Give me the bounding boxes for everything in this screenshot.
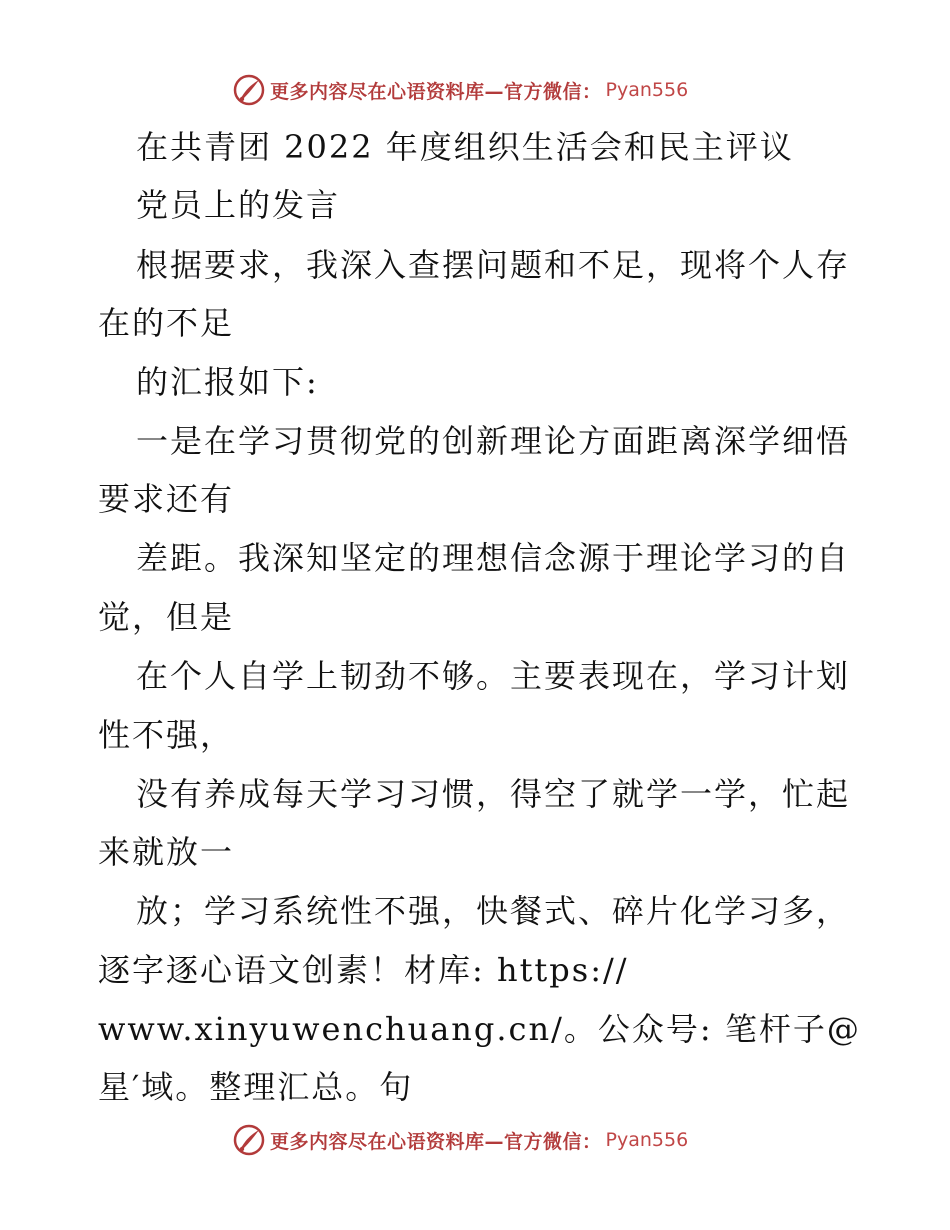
paragraph-line: www.xinyuwenchuang.cn/。公众号: 笔杆子@ [98, 1010, 861, 1048]
paragraph-line: 放；学习系统性不强，快餐式、碎片化学习多， [136, 892, 851, 930]
watermark-wechat-id: Pyan556 [605, 79, 689, 101]
title-line: 党员上的发言 [136, 186, 341, 224]
paragraph-line: 根据要求，我深入查摆问题和不足，现将个人存 [136, 246, 851, 284]
header-watermark [232, 72, 688, 108]
paragraph-line: 在的不足 [98, 304, 235, 342]
paragraph-line: 逐字逐心语文创素！材库: https:// [98, 951, 629, 989]
paragraph-line: 觉，但是 [98, 598, 235, 636]
footer-watermark [232, 1122, 688, 1158]
paragraph-line: 性不强， [98, 716, 235, 754]
brush-logo-icon [232, 73, 266, 107]
paragraph-line: 星′域。整理汇总。句 [98, 1068, 414, 1106]
watermark-text: 更多内容尽在心语资料库—官方微信： [270, 1130, 602, 1153]
paragraph-line: 的汇报如下: [136, 363, 319, 401]
watermark-text: 更多内容尽在心语资料库—官方微信： [270, 80, 602, 103]
paragraph-line: 要求还有 [98, 480, 235, 518]
paragraph-line: 一是在学习贯彻党的创新理论方面距离深学细悟 [136, 422, 851, 460]
paragraph-line: 没有养成每天学习习惯，得空了就学一学，忙起 [136, 775, 851, 813]
brush-logo-icon [232, 1123, 266, 1157]
paragraph-line: 来就放一 [98, 833, 235, 871]
title-line: 在共青团 2022 年度组织生活会和民主评议 [136, 128, 794, 166]
watermark-wechat-id: Pyan556 [605, 1129, 689, 1151]
paragraph-line: 差距。我深知坚定的理想信念源于理论学习的自 [136, 539, 851, 577]
paragraph-line: 在个人自学上韧劲不够。主要表现在，学习计划 [136, 657, 851, 695]
